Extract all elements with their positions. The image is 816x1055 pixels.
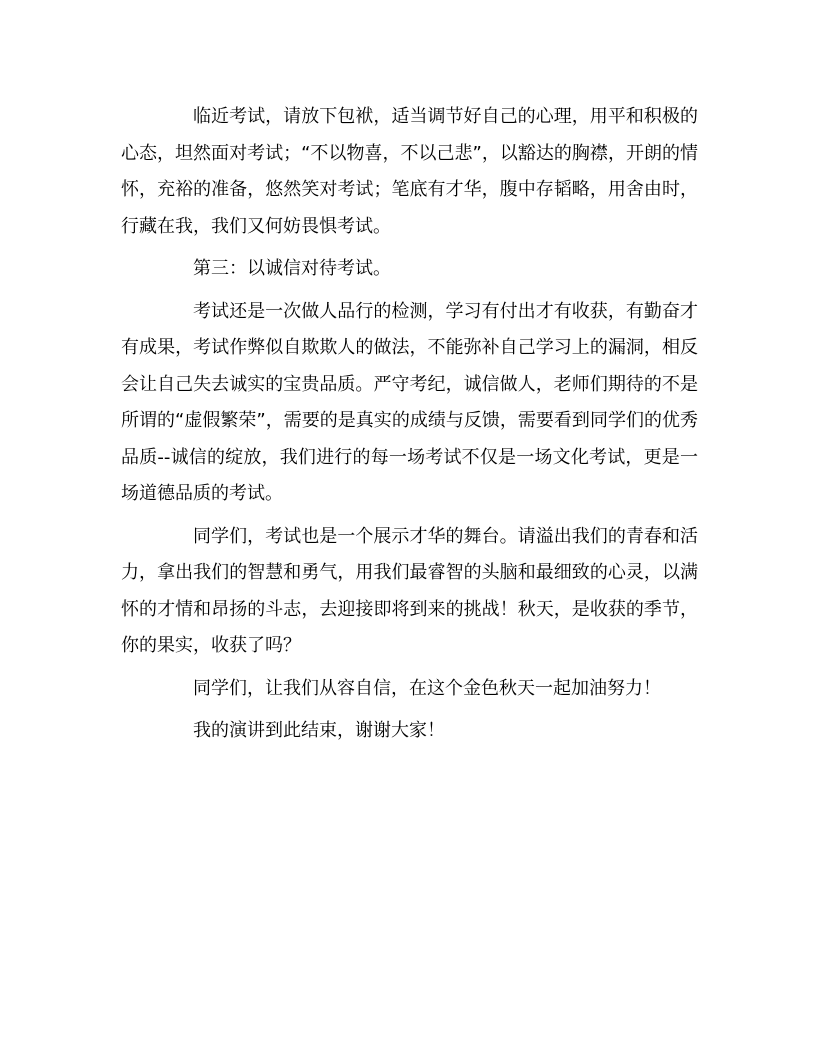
paragraph-closing: 我的演讲到此结束，谢谢大家！ bbox=[193, 720, 445, 741]
paragraph-stage: 同学们，考试也是一个展示才华的舞台。请溢出我们的青春和活力，拿出我们的智慧和勇气，用我们最睿智的头脑和最细致的心灵，以满怀的才情和昂扬的斗志，去迎接即将到来的挑战！秋天，是收获的季节，你的果实，收获了吗？ bbox=[121, 525, 698, 656]
paragraph-heading-honesty: 第三：以诚信对待考试。 bbox=[193, 258, 391, 279]
document-body bbox=[121, 99, 698, 750]
paragraph-exam-mindset: 临近考试，请放下包袱，适当调节好自己的心理，用平和积极的心态，坦然面对考试；“不以物喜，不以己悲”，以豁达的胸襟，开朗的情怀，充裕的准备，悠然笑对考试；笔底有才华，腹中存韬略，用舍由时，行藏在我，我们又何妨畏惧考试。 bbox=[121, 106, 698, 237]
paragraph-encouragement: 同学们，让我们从容自信，在这个金色秋天一起加油努力！ bbox=[193, 677, 661, 699]
paragraph-integrity: 考试还是一次做人品行的检测，学习有付出才有收获，有勤奋才有成果，考试作弊似自欺欺人的做法，不能弥补自己学习上的漏洞，相反会让自己失去诚实的宝贵品质。严守考纪，诚信做人，老师们期待的不是所谓的“虚假繁荣”，需要的是真实的成绩与反馈，需要看到同学们的优秀品质--诚信的绽放，我们进行的每一场考试不仅是一场文化考试，更是一场道德品质的考试。 bbox=[121, 300, 698, 504]
